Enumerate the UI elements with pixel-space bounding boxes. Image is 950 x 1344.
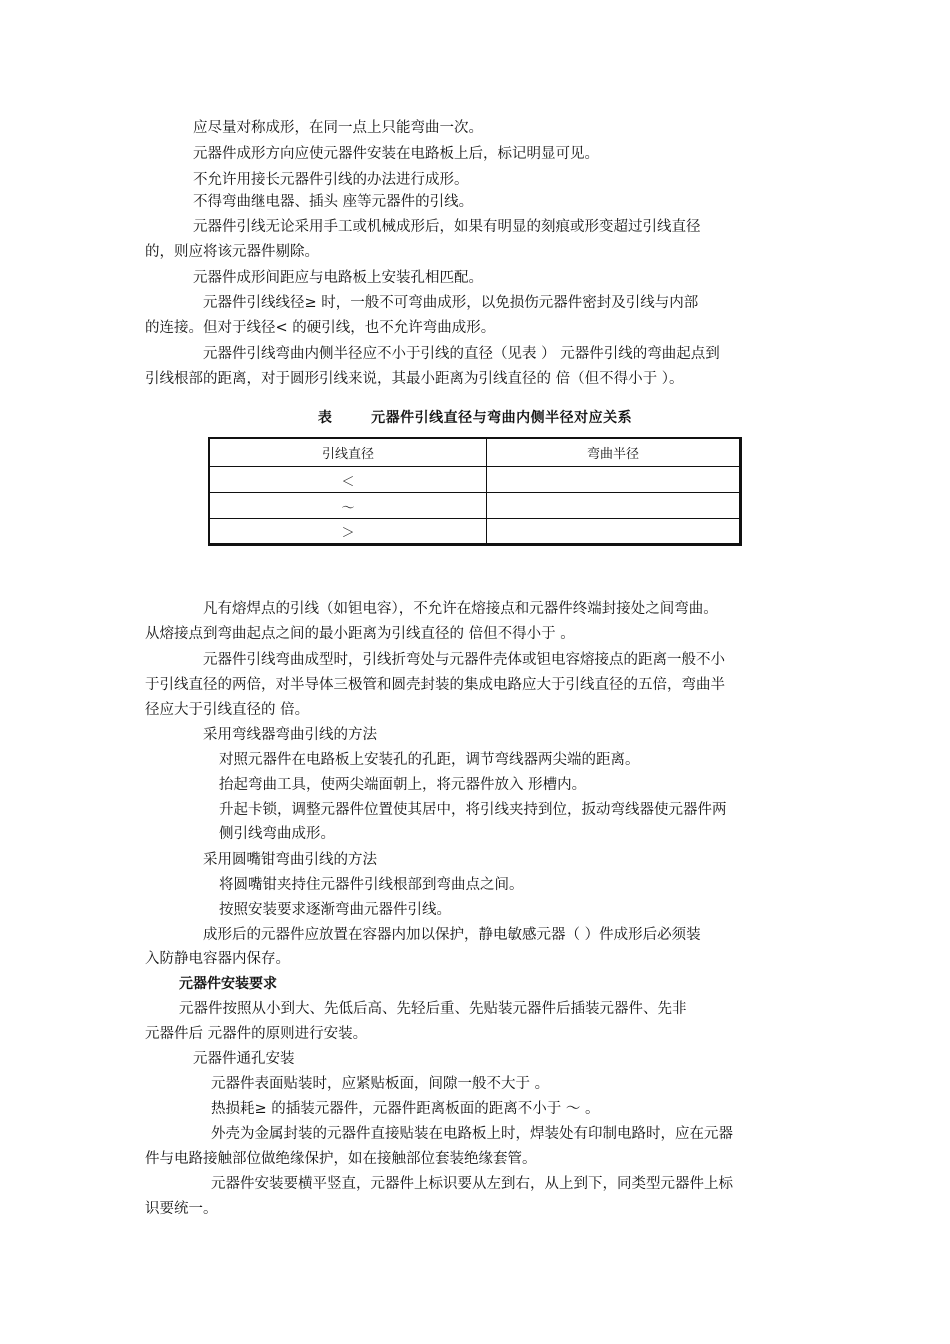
paragraph-line: 元器件成形方向应使元器件安装在电路板上后，标记明显可见。 [193,146,599,162]
table-caption [0,407,950,427]
paragraph-line: 的连接。但对于线径< 的硬引线，也不允许弯曲成形。 [145,320,496,336]
table-header-row [210,439,739,466]
paragraph-line: 从熔接点到弯曲起点之间的最小距离为引线直径的 倍但不得小于 。 [145,626,575,642]
step-line: 侧引线弯曲成形。 [219,826,335,842]
paragraph-line: 于引线直径的两倍，对半导体三极管和圆壳封装的集成电路应大于引线直径的五倍，弯曲半 [145,677,725,693]
paragraph-line: 元器件表面贴装时，应紧贴板面，间隙一般不大于 。 [211,1076,550,1092]
paragraph-line: 识要统一。 [145,1201,218,1217]
table-cell-diameter: ～ [341,500,355,516]
paragraph-line: 不允许用接长元器件引线的办法进行成形。 [193,172,469,188]
step-line: 按照安装要求逐渐弯曲元器件引线。 [219,902,451,918]
paragraph-line: 元器件后 元器件的原则进行安装。 [145,1026,368,1042]
paragraph-line: 径应大于引线直径的 倍。 [145,702,310,718]
step-line: 升起卡锁，调整元器件位置使其居中，将引线夹持到位，扳动弯线器使元器件两 [219,802,727,818]
table-cell-diameter: ＞ [341,526,355,541]
table-row [210,518,739,544]
paragraph-line: 不得弯曲继电器、插头 座等元器件的引线。 [193,194,474,210]
section-heading: 采用圆嘴钳弯曲引线的方法 [203,852,377,868]
paragraph-line: 引线根部的距离，对于圆形引线来说，其最小距离为引线直径的 倍（但不得小于 ）。 [145,371,684,387]
paragraph-line: 入防静电容器内保存。 [145,951,290,967]
paragraph-line: 元器件引线无论采用手工或机械成形后，如果有明显的刻痕或形变超过引线直径 [193,219,701,235]
paragraph-line: 元器件引线弯曲成型时，引线折弯处与元器件壳体或钽电容熔接点的距离一般不小 [203,652,725,668]
paragraph-line: 成形后的元器件应放置在容器内加以保护，静电敏感元器（ ）件成形后必须装 [203,927,701,943]
table-cell-radius [487,519,739,544]
step-line: 抬起弯曲工具，使两尖端面朝上，将元器件放入 形槽内。 [219,777,587,793]
paragraph-line: 热损耗≥ 的插装元器件，元器件距离板面的距离不小于 ～ 。 [211,1101,600,1117]
section-heading: 采用弯线器弯曲引线的方法 [203,727,377,743]
paragraph-line: 元器件成形间距应与电路板上安装孔相匹配。 [193,270,483,286]
paragraph-line: 元器件安装要横平竖直，元器件上标识要从左到右，从上到下，同类型元器件上标 [211,1176,733,1192]
table-caption-title: 元器件引线直径与弯曲内侧半径对应关系 [371,410,633,426]
paragraph-line: 外壳为金属封装的元器件直接贴装在电路板上时，焊装处有印制电路时，应在元器 [211,1126,733,1142]
paragraph-line: 凡有熔焊点的引线（如钽电容），不允许在熔接点和元器件终端封接处之间弯曲。 [203,601,718,617]
paragraph-line: 的，则应将该元器件剔除。 [145,244,319,260]
diameter-radius-table [208,437,742,546]
section-title-install: 元器件安装要求 [179,976,277,992]
paragraph-line: 件与电路接触部位做绝缘保护，如在接触部位套装绝缘套管。 [145,1151,537,1167]
paragraph-line: 元器件引线弯曲内侧半径应不小于引线的直径（见表 ） 元器件引线的弯曲起点到 [203,346,720,362]
header-bend-radius: 弯曲半径 [586,447,639,462]
step-line: 将圆嘴钳夹持住元器件引线根部到弯曲点之间。 [219,877,524,893]
step-line: 对照元器件在电路板上安装孔的孔距，调节弯线器两尖端的距离。 [219,752,640,768]
table-cell-radius [487,493,739,519]
subsection-heading: 元器件通孔安装 [193,1051,295,1067]
table-cell-diameter: ＜ [341,474,355,490]
table-caption-prefix: 表 [317,410,333,426]
table-cell-radius [487,467,739,493]
table-row [210,492,739,519]
paragraph-line: 元器件引线线径≥ 时，一般不可弯曲成形，以免损伤元器件密封及引线与内部 [203,295,699,311]
header-lead-diameter: 引线直径 [321,447,374,462]
table-row [210,466,739,493]
paragraph-line: 应尽量对称成形，在同一点上只能弯曲一次。 [193,120,483,136]
paragraph-line: 元器件按照从小到大、先低后高、先轻后重、先贴装元器件后插装元器件、先非 [179,1001,687,1017]
